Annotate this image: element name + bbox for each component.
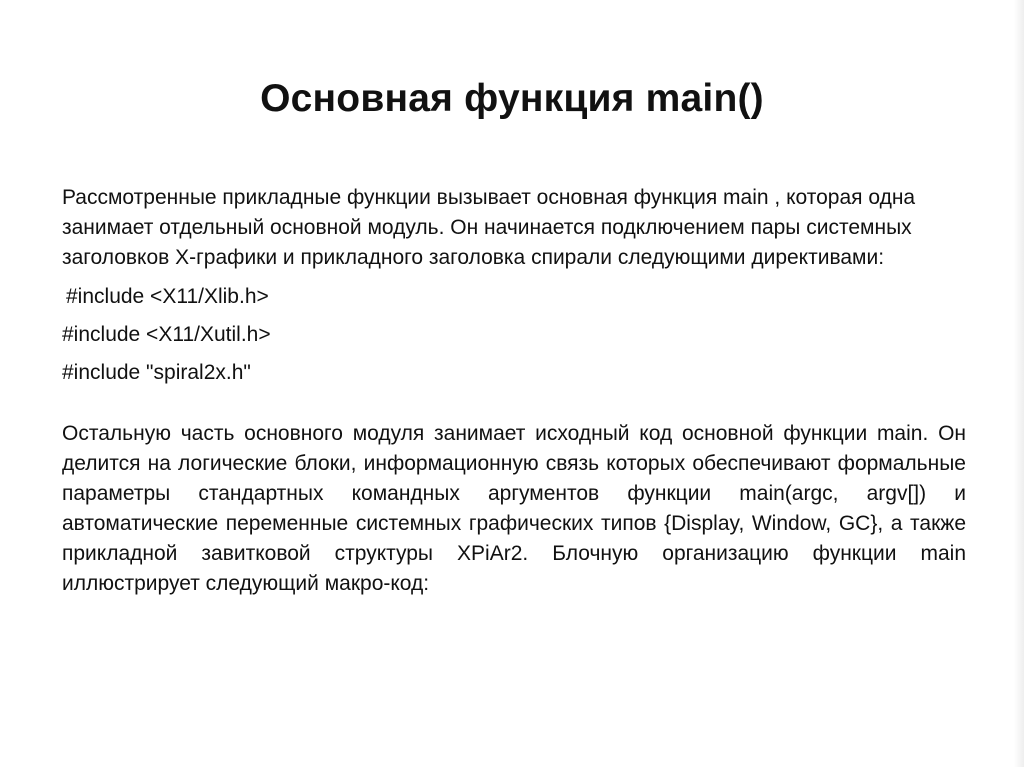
include-directive-xutil: #include <X11/Xutil.h> [62, 323, 271, 346]
include-directive-xlib: #include <X11/Xlib.h> [66, 285, 269, 308]
slide-title: Основная функция main() [260, 77, 764, 120]
include-directive-spiral: #include "spiral2x.h" [62, 361, 251, 384]
slide-body [62, 183, 966, 599]
intro-paragraph: Рассмотренные прикладные функции вызывает основная функция main , которая одна занимает отдельный основной модуль. Он начинается подключением пары системных заголовков X-графики и прикладного заголовка спирали следующими директивами: [62, 186, 916, 269]
main-function-description: Остальную часть основного модуля занимает исходный код основной функции main. Он делится на логические блоки, информационную связь которых обеспечивают формальные параметры стандартных командных аргументов функции main(argc, argv[]) и автоматические переменные системных графических типов {Display, Window, GC}, а также прикладной завитковой структуры XPiAr2. Блочную организацию функции main иллюстрирует следующий макро-код: [62, 422, 966, 595]
